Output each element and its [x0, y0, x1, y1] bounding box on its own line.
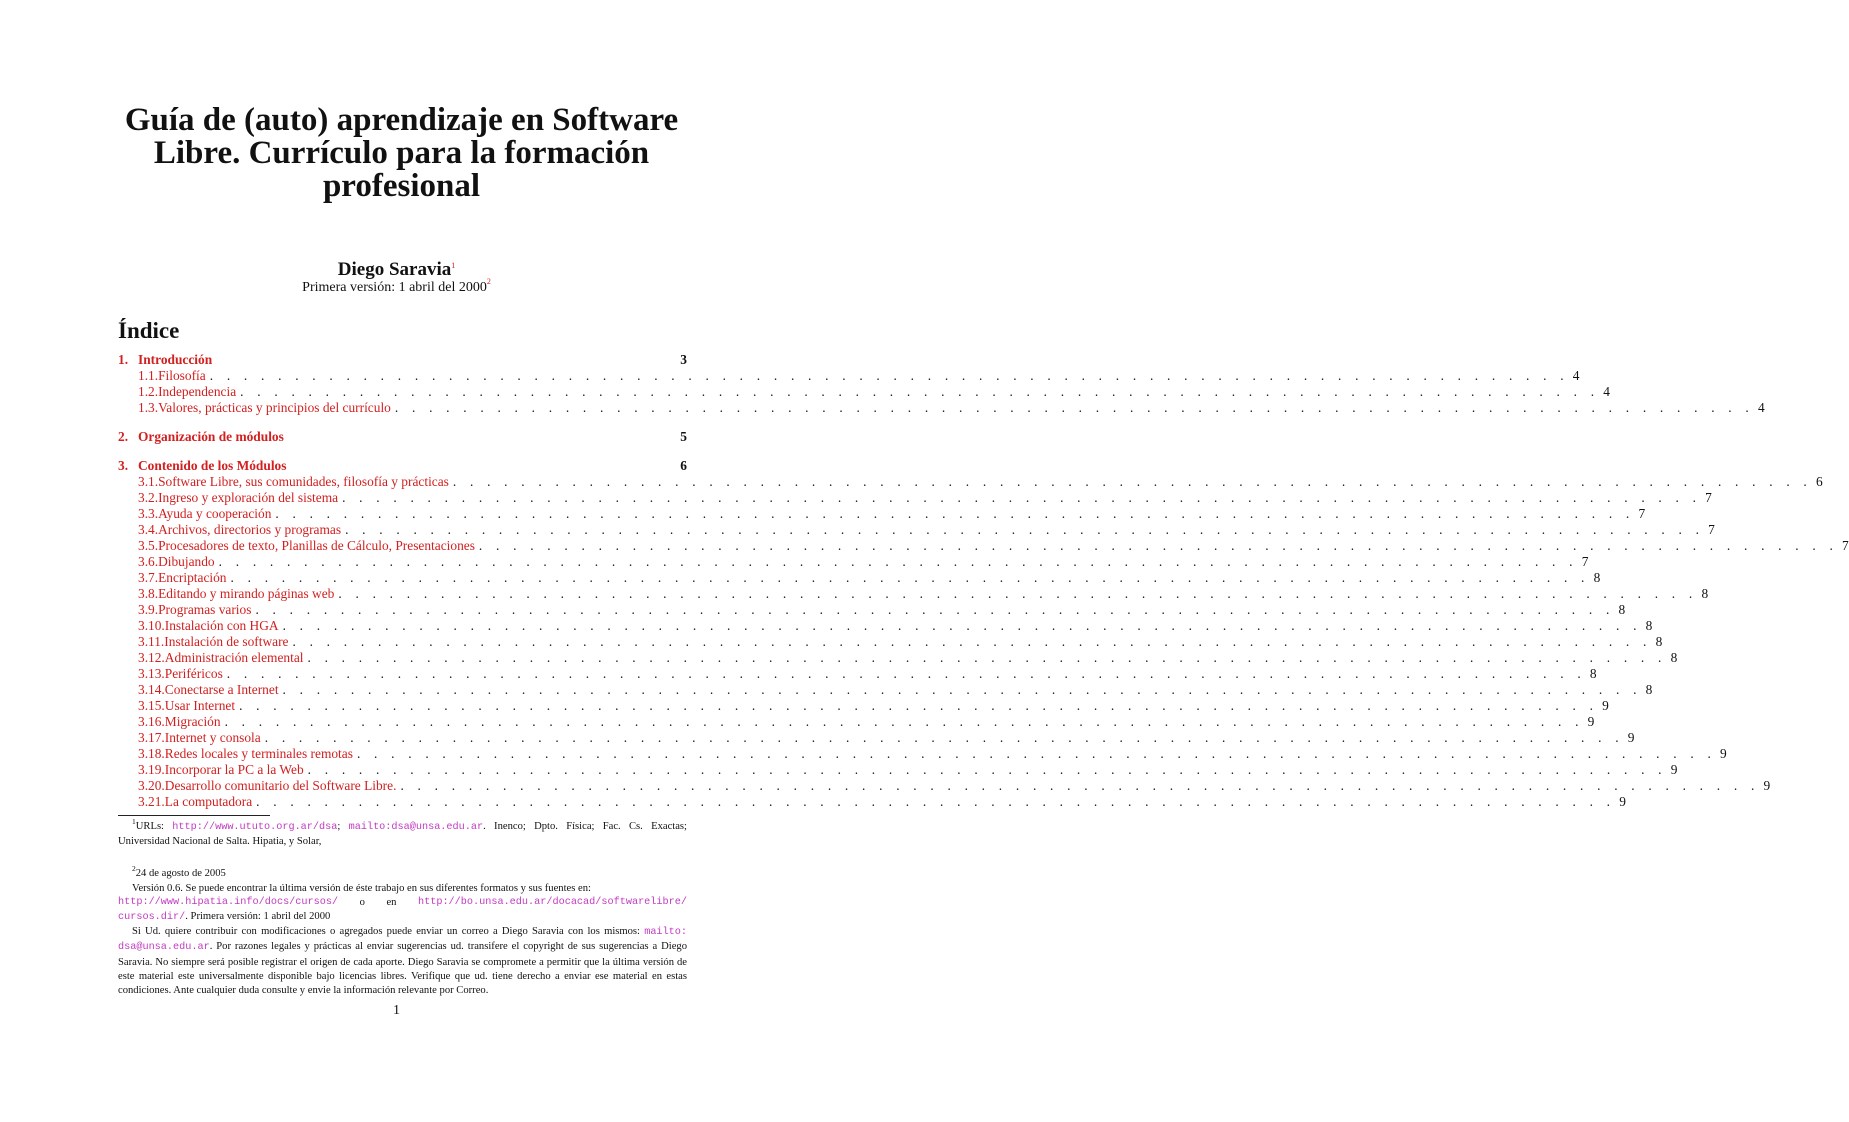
toc-page-number: 9 [1763, 778, 1771, 793]
toc-page-number: 9 [1602, 698, 1609, 713]
toc-page-number: 4 [1572, 368, 1580, 383]
toc-subsection-number: 3.18. [138, 746, 165, 761]
footnote-2-first-version [118, 910, 687, 925]
toc-page-number: 8 [1655, 634, 1663, 649]
toc-subsection-link[interactable]: Software Libre, sus comunidades, filosofía y prácticas [158, 474, 449, 489]
toc-subsection-number: 3.19. [138, 762, 165, 777]
toc-leader: . . . . . . . . . . . . . . . . . . . . . . . . . . . . . . . . . . . . . . . . . . . . . . . . . . . . . . . . . . . . . . . . . . . . . . . . . . . . . . . . [230, 570, 1590, 585]
toc-subsection-link[interactable]: Ayuda y cooperación [158, 506, 272, 521]
toc-section-link[interactable]: Contenido de los Módulos [138, 458, 287, 473]
toc-section-link[interactable]: Organización de módulos [138, 429, 284, 444]
toc-leader: . . . . . . . . . . . . . . . . . . . . . . . . . . . . . . . . . . . . . . . . . . . . . . . . . . . . . . . . . . . . . . . . . . . . . . . . . . . . . . . . [394, 400, 1754, 415]
toc-subsection[interactable] [118, 506, 1646, 522]
footnote-1-mail[interactable]: mailto:dsa@unsa.edu.ar [348, 822, 484, 833]
toc-subsection-link[interactable]: Procesadores de texto, Planillas de Cálculo, Presentaciones [158, 538, 475, 553]
footnote-2-version: Versión 0.6. Se puede encontrar la última versión de éste trabajo en sus diferentes formatos y sus fuentes en: [132, 882, 591, 894]
toc-leader: . . . . . . . . . . . . . . . . . . . . . . . . . . . . . . . . . . . . . . . . . . . . . . . . . . . . . . . . . . . . . . . . . . . . . . . . . . . . . . . . [282, 682, 1642, 697]
toc-page-number: 6 [1815, 474, 1823, 489]
toc-subsection-number: 3.20. [138, 778, 165, 793]
toc-page-number: 9 [1720, 746, 1727, 761]
toc-leader: . . . . . . . . . . . . . . . . . . . . . . . . . . . . . . . . . . . . . . . . . . . . . . . . . . . . . . . . . . . . . . . . . . . . . . . . . . . . . . . . [342, 490, 1702, 505]
toc-subsection-number: 3.4. [138, 522, 159, 537]
toc-subsection-number: 3.17. [138, 730, 165, 745]
version-text: Primera versión: 1 abril del 2000 [302, 280, 487, 295]
toc-subsection[interactable] [118, 570, 1601, 586]
toc-section[interactable] [118, 458, 687, 474]
toc-subsection-number: 1.1. [138, 368, 159, 383]
toc-subsection-link[interactable]: Dibujando [158, 554, 215, 569]
toc-subsection[interactable] [118, 538, 1849, 554]
toc-subsection-number: 3.5. [138, 538, 159, 553]
author-name: Diego Saravia [337, 259, 452, 280]
toc-subsection-link[interactable]: Migración [164, 714, 221, 729]
toc-subsection[interactable] [118, 794, 1626, 810]
toc-leader: . . . . . . . . . . . . . . . . . . . . . . . . . . . . . . . . . . . . . . . . . . . . . . . . . . . . . . . . . . . . . . . . . . . . . . . . . . . . . . . . [478, 538, 1838, 553]
toc-subsection[interactable] [118, 490, 1712, 506]
toc-leader: . . . . . . . . . . . . . . . . . . . . . . . . . . . . . . . . . . . . . . . . . . . . . . . . . . . . . . . . . . . . . . . . . . . . . . . . . . . . . . . . [275, 506, 1635, 521]
footnote-2-contrib-end: . Por razones legales y prácticas al enviar sugerencias ud. transifere el copyright de sus sugerencias a Diego Saravia. No siempre será posible registrar el origen de cada aporte. Diego Saravia se compromete a permitir que la última versión de este material este universalmente disponible bajo licencias libres. Verifique que ud. tiene derecho a enviar ese material en estas condiciones. Ante cualquier duda consulte y envie la información relevante por Correo. [118, 941, 687, 997]
toc-subsection-link[interactable]: Valores, prácticas y principios del currículo [158, 400, 391, 415]
toc-page-number: 4 [1603, 384, 1610, 399]
footnotes [118, 817, 687, 998]
toc-subsection-number: 3.6. [138, 554, 159, 569]
footnote-2-url-b-cont[interactable]: cursos.dir/ [118, 912, 186, 924]
toc-leader: . . . . . . . . . . . . . . . . . . . . . . . . . . . . . . . . . . . . . . . . . . . . . . . . . . . . . . . . . . . . . . . . . . . . . . . . . . . . . . . . [256, 794, 1616, 809]
toc-subsection[interactable] [118, 384, 1610, 400]
toc-page-number: 7 [1842, 538, 1849, 553]
toc-subsection[interactable] [118, 698, 1609, 714]
toc-subsection-number: 3.14. [138, 682, 165, 697]
footnote-1-prefix: URLs: [135, 821, 173, 832]
toc-subsection[interactable] [118, 666, 1597, 682]
toc-page-number: 6 [680, 458, 687, 473]
toc-section[interactable] [118, 352, 687, 368]
toc-page-number: 8 [1618, 602, 1626, 617]
toc-subsection-link[interactable]: Periféricos [164, 666, 223, 681]
toc-section-link[interactable]: Introducción [138, 352, 213, 367]
toc-gap [118, 445, 687, 458]
toc-subsection-link[interactable]: Ingreso y exploración del sistema [158, 490, 339, 505]
toc-leader: . . . . . . . . . . . . . . . . . . . . . . . . . . . . . . . . . . . . . . . . . . . . . . . . . . . . . . . . . . . . . . . . . . . . . . . . . . . . . . . . [226, 666, 1586, 681]
version-line [0, 279, 793, 297]
toc-leader: . . . . . . . . . . . . . . . . . . . . . . . . . . . . . . . . . . . . . . . . . . . . . . . . . . . . . . . . . . . . . . . . . . . . . . . . . . . . . . . . [264, 730, 1624, 745]
toc-leader: . . . . . . . . . . . . . . . . . . . . . . . . . . . . . . . . . . . . . . . . . . . . . . . . . . . . . . . . . . . . . . . . . . . . . . . . . . . . . . . . [218, 554, 1578, 569]
toc-subsection-link[interactable]: Programas varios [158, 602, 252, 617]
footnote-2-url-a[interactable]: http://www.hipatia.info/docs/cursos/ [118, 896, 339, 908]
toc-subsection-link[interactable]: Usar Internet [164, 698, 236, 713]
toc-page-number: 9 [1619, 794, 1626, 809]
toc-subsection[interactable] [118, 682, 1653, 698]
footnote-2-date-text: 24 de agosto de 2005 [135, 868, 226, 880]
toc-subsection-link[interactable]: Encriptación [158, 570, 227, 585]
toc-page-number: 4 [1757, 400, 1765, 415]
toc-subsection-link[interactable]: Internet y consola [164, 730, 261, 745]
toc-subsection-link[interactable]: Redes locales y terminales remotas [164, 746, 353, 761]
footnote-2-mark: 2 [132, 864, 136, 874]
toc-subsection-number: 3.8. [138, 586, 159, 601]
footnote-2-contrib-start: Si Ud. quiere contribuir con modificaciones o agregados puede enviar un correo a Diego Saravia con los mismos: [132, 926, 645, 938]
toc-subsection-number: 3.10. [138, 618, 165, 633]
toc-subsection-number: 3.16. [138, 714, 165, 729]
toc-subsection-number: 3.3. [138, 506, 159, 521]
toc-subsection-link[interactable]: Desarrollo comunitario del Software Libre. [164, 778, 397, 793]
toc-subsection[interactable] [118, 650, 1678, 666]
toc-page-number: 3 [680, 352, 687, 367]
toc-subsection-number: 3.15. [138, 698, 165, 713]
toc-page-number: 9 [1627, 730, 1635, 745]
toc-subsection-link[interactable]: Editando y mirando páginas web [158, 586, 335, 601]
toc-page-number: 7 [1705, 490, 1712, 505]
toc-leader: . . . . . . . . . . . . . . . . . . . . . . . . . . . . . . . . . . . . . . . . . . . . . . . . . . . . . . . . . . . . . . . . . . . . . . . . . . . . . . . . [282, 618, 1642, 633]
toc-page-number: 8 [1701, 586, 1709, 601]
document-title [100, 104, 703, 203]
footnote-2-date [118, 864, 687, 881]
toc-subsection-number: 3.13. [138, 666, 165, 681]
toc-subsection-link[interactable]: Instalación con HGA [164, 618, 279, 633]
page-number: 1 [393, 1003, 400, 1018]
toc-page-number: 7 [1581, 554, 1589, 569]
toc-leader: . . . . . . . . . . . . . . . . . . . . . . . . . . . . . . . . . . . . . . . . . . . . . . . . . . . . . . . . . . . . . . . . . . . . . . . . . . . . . . . . [239, 698, 1599, 713]
toc-leader: . . . . . . . . . . . . . . . . . . . . . . . . . . . . . . . . . . . . . . . . . . . . . . . . . . . . . . . . . . . . . . . . . . . . . . . . . . . . . . . . [345, 522, 1705, 537]
toc-subsection[interactable] [118, 730, 1635, 746]
footnote-1-text: . Inenco; Dpto. Física; Fac. Cs. Exactas; Universidad Nacional de Salta. Hipatia, y Solar, [118, 821, 687, 848]
toc-page-number: 5 [680, 429, 687, 444]
toc-page-number: 9 [1587, 714, 1595, 729]
title-line-3: profesional [322, 168, 481, 204]
toc-subsection[interactable] [118, 602, 1626, 618]
toc-leader: . . . . . . . . . . . . . . . . . . . . . . . . . . . . . . . . . . . . . . . . . . . . . . . . . . . . . . . . . . . . . . . . . . . . . . . . . . . . . . . . [338, 586, 1698, 601]
toc-section-number: 3. [118, 458, 129, 473]
footnote-mark-1[interactable]: 1 [451, 261, 456, 270]
toc-subsection[interactable] [118, 554, 1589, 570]
toc-page-number: 8 [1645, 682, 1653, 697]
toc-gap [118, 416, 687, 429]
title-line-2: Libre. Currículo para la formación [153, 135, 650, 171]
toc-leader: . . . . . . . . . . . . . . . . . . . . . . . . . . . . . . . . . . . . . . . . . . . . . . . . . . . . . . . . . . . . . . . . . . . . . . . . . . . . . . . . [307, 650, 1667, 665]
toc-leader: . . . . . . . . . . . . . . . . . . . . . . . . . . . . . . . . . . . . . . . . . . . . . . . . . . . . . . . . . . . . . . . . . . . . . . . . . . . . . . . . [400, 778, 1760, 793]
toc-page-number: 8 [1645, 618, 1653, 633]
table-of-contents [118, 352, 1849, 810]
footnote-2-url-or: o [359, 896, 365, 908]
toc-page-number: 8 [1589, 666, 1597, 681]
toc-subsection-number: 3.9. [138, 602, 159, 617]
toc-subsection[interactable] [118, 400, 1765, 416]
toc-subsection-link[interactable]: Independencia [158, 384, 237, 399]
footnote-1-sep: ; [337, 821, 349, 832]
toc-subsection-number: 3.2. [138, 490, 159, 505]
toc-subsection-number: 1.3. [138, 400, 159, 415]
footnote-2-contrib [118, 925, 687, 998]
footnote-2-url-b[interactable]: http://bo.unsa.edu.ar/docacad/softwarelibre/ [417, 896, 687, 908]
footnote-1 [118, 817, 687, 849]
toc-subsection[interactable] [118, 474, 1823, 490]
footnote-2-first-version-text: . Primera versión: 1 abril del 2000 [185, 911, 331, 923]
toc-subsection-link[interactable]: Conectarse a Internet [164, 682, 279, 697]
toc-section-number: 2. [118, 429, 129, 444]
toc-subsection-link[interactable]: Archivos, directorios y programas [158, 522, 342, 537]
author-line [0, 259, 793, 281]
toc-subsection-number: 3.21. [138, 794, 165, 809]
toc-page-number: 7 [1638, 506, 1646, 521]
toc-subsection-number: 3.12. [138, 650, 165, 665]
toc-subsection-number: 3.1. [138, 474, 159, 489]
title-line-1: Guía de (auto) aprendizaje en Software [124, 102, 679, 138]
toc-subsection[interactable] [118, 368, 1580, 384]
footnote-1-url[interactable]: http://www.ututo.org.ar/dsa [172, 822, 338, 833]
toc-page-number: 7 [1708, 522, 1715, 537]
toc-leader: . . . . . . . . . . . . . . . . . . . . . . . . . . . . . . . . . . . . . . . . . . . . . . . . . . . . . . . . . . . . . . . . . . . . . . . . . . . . . . . . [240, 384, 1600, 399]
footnote-2-urls [118, 896, 687, 910]
footnote-2-url-en: en [386, 896, 397, 908]
toc-subsection[interactable] [118, 714, 1595, 730]
toc-subsection-link[interactable]: Incorporar la PC a la Web [164, 762, 304, 777]
toc-subsection-link[interactable]: Filosofía [158, 368, 206, 383]
toc-subsection[interactable] [118, 522, 1715, 538]
footnote-mark-2[interactable]: 2 [486, 277, 491, 286]
toc-leader: . . . . . . . . . . . . . . . . . . . . . . . . . . . . . . . . . . . . . . . . . . . . . . . . . . . . . . . . . . . . . . . . . . . . . . . . . . . . . . . . [356, 746, 1717, 761]
toc-subsection-link[interactable]: Administración elemental [164, 650, 304, 665]
toc-subsection[interactable] [118, 586, 1709, 602]
toc-section-number: 1. [118, 352, 129, 367]
toc-subsection-number: 3.11. [138, 634, 165, 649]
toc-leader: . . . . . . . . . . . . . . . . . . . . . . . . . . . . . . . . . . . . . . . . . . . . . . . . . . . . . . . . . . . . . . . . . . . . . . . . . . . . . . . . [209, 368, 1569, 383]
toc-subsection-link[interactable]: Instalación de software [164, 634, 289, 649]
toc-heading: Índice [118, 318, 180, 343]
toc-subsection[interactable] [118, 746, 1727, 762]
toc-leader: . . . . . . . . . . . . . . . . . . . . . . . . . . . . . . . . . . . . . . . . . . . . . . . . . . . . . . . . . . . . . . . . . . . . . . . . . . . . . . . . [292, 634, 1652, 649]
toc-leader: . . . . . . . . . . . . . . . . . . . . . . . . . . . . . . . . . . . . . . . . . . . . . . . . . . . . . . . . . . . . . . . . . . . . . . . . . . . . . . . . [452, 474, 1812, 489]
footnote-2-mail-b[interactable]: dsa@unsa.edu.ar [118, 942, 210, 954]
footnote-rule [118, 815, 270, 816]
toc-subsection-number: 3.7. [138, 570, 159, 585]
toc-leader: . . . . . . . . . . . . . . . . . . . . . . . . . . . . . . . . . . . . . . . . . . . . . . . . . . . . . . . . . . . . . . . . . . . . . . . . . . . . . . . . [307, 762, 1667, 777]
toc-page-number: 9 [1670, 762, 1678, 777]
footnote-1-mark: 1 [132, 817, 136, 826]
footnote-2-mail-a[interactable]: mailto: [644, 927, 687, 939]
toc-subsection-link[interactable]: La computadora [164, 794, 253, 809]
toc-leader: . . . . . . . . . . . . . . . . . . . . . . . . . . . . . . . . . . . . . . . . . . . . . . . . . . . . . . . . . . . . . . . . . . . . . . . . . . . . . . . . [255, 602, 1615, 617]
toc-section[interactable] [118, 429, 687, 445]
toc-subsection[interactable] [118, 778, 1771, 794]
toc-subsection-number: 1.2. [138, 384, 159, 399]
toc-subsection[interactable] [118, 618, 1653, 634]
toc-page-number: 8 [1593, 570, 1601, 585]
toc-subsection[interactable] [118, 762, 1678, 778]
toc-subsection[interactable] [118, 634, 1663, 650]
toc-page-number: 8 [1670, 650, 1678, 665]
toc-leader: . . . . . . . . . . . . . . . . . . . . . . . . . . . . . . . . . . . . . . . . . . . . . . . . . . . . . . . . . . . . . . . . . . . . . . . . . . . . . . . . [224, 714, 1584, 729]
